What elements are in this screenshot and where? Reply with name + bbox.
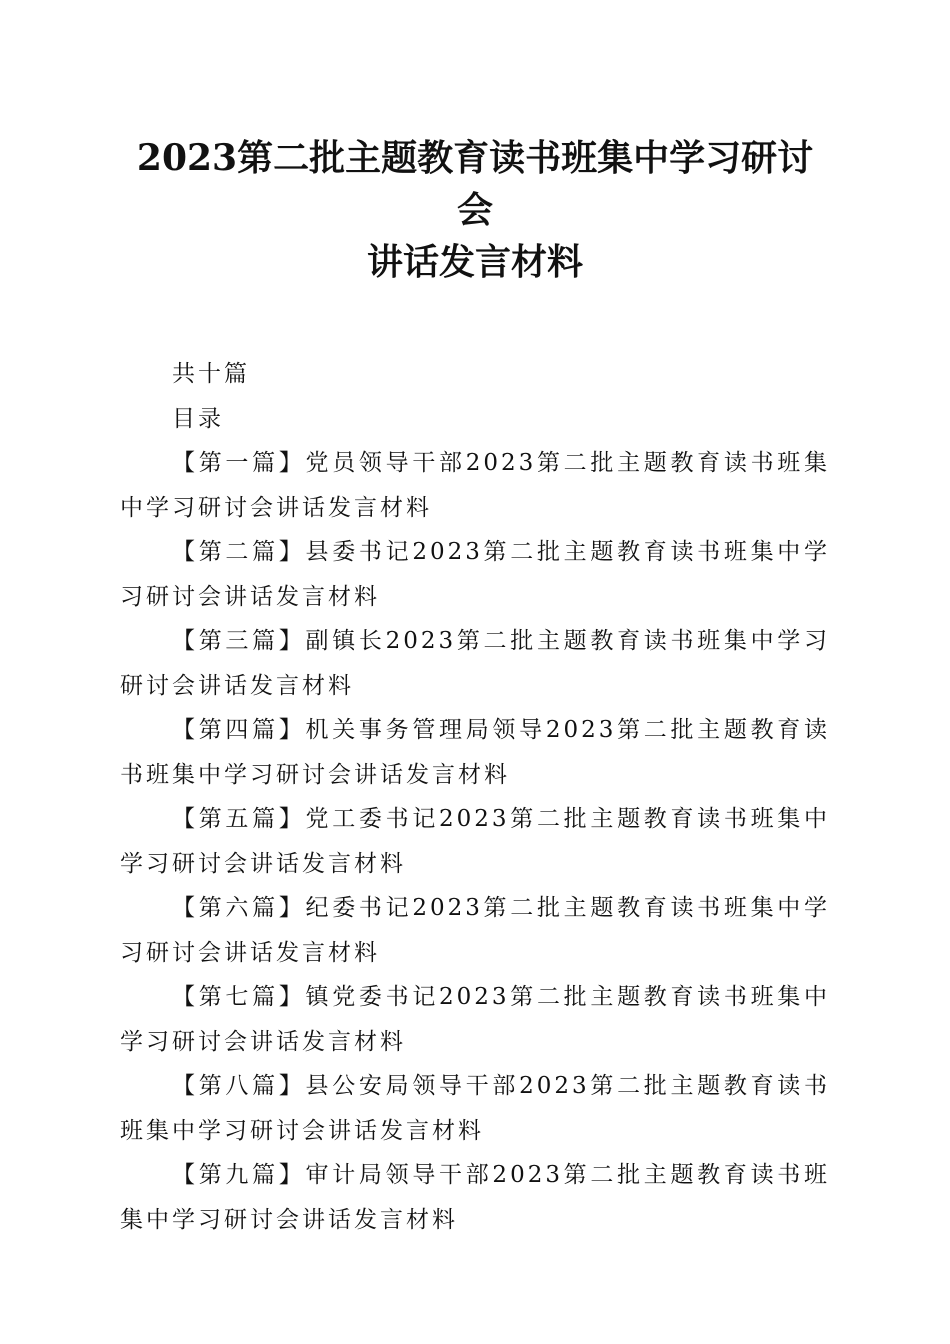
title-line-1: 2023第二批主题教育读书班集中学习研讨会 — [136, 137, 814, 231]
toc-entry-label: 【第九篇】 — [172, 1162, 306, 1188]
toc-entry-5 — [120, 797, 830, 886]
toc-heading: 目录 — [172, 405, 224, 432]
toc-entry-2 — [120, 530, 830, 619]
toc-entry-text: 党工委书记2023第二批主题教育读书班集中学习研讨会讲话发言材料 — [120, 806, 830, 877]
toc-entry-3 — [120, 619, 830, 708]
toc-entry-label: 【第七篇】 — [172, 984, 306, 1010]
toc-entry-9 — [120, 1153, 830, 1242]
toc-entry-text: 审计局领导干部2023第二批主题教育读书班集中学习研讨会讲话发言材料 — [120, 1162, 830, 1233]
toc-entry-label: 【第五篇】 — [172, 806, 306, 832]
title-line-2: 讲话发言材料 — [366, 241, 583, 283]
toc-entry-1 — [120, 441, 830, 530]
toc-entry-7 — [120, 975, 830, 1064]
toc-entry-label: 【第四篇】 — [172, 717, 306, 743]
article-count: 共十篇 — [172, 361, 250, 387]
toc-entry-text: 县委书记2023第二批主题教育读书班集中学习研讨会讲话发言材料 — [120, 539, 830, 610]
toc-entry-text: 机关事务管理局领导2023第二批主题教育读书班集中学习研讨会讲话发言材料 — [120, 717, 830, 788]
toc-entry-4 — [120, 708, 830, 797]
toc-entry-label: 【第六篇】 — [172, 895, 306, 921]
toc-entry-text: 党员领导干部2023第二批主题教育读书班集中学习研讨会讲话发言材料 — [120, 450, 830, 521]
toc-entry-label: 【第二篇】 — [172, 539, 306, 565]
document-body — [120, 352, 830, 1242]
toc-entry-text: 副镇长2023第二批主题教育读书班集中学习研讨会讲话发言材料 — [120, 628, 830, 699]
toc-entry-label: 【第八篇】 — [172, 1073, 306, 1099]
toc-entry-6 — [120, 886, 830, 975]
document-title — [120, 0, 830, 288]
toc-entry-text: 纪委书记2023第二批主题教育读书班集中学习研讨会讲话发言材料 — [120, 895, 830, 966]
toc-entry-text: 镇党委书记2023第二批主题教育读书班集中学习研讨会讲话发言材料 — [120, 984, 830, 1055]
toc-entry-8 — [120, 1064, 830, 1153]
toc-entry-label: 【第三篇】 — [172, 628, 306, 654]
toc-entry-text: 县公安局领导干部2023第二批主题教育读书班集中学习研讨会讲话发言材料 — [120, 1073, 830, 1144]
toc-entry-label: 【第一篇】 — [172, 450, 306, 476]
